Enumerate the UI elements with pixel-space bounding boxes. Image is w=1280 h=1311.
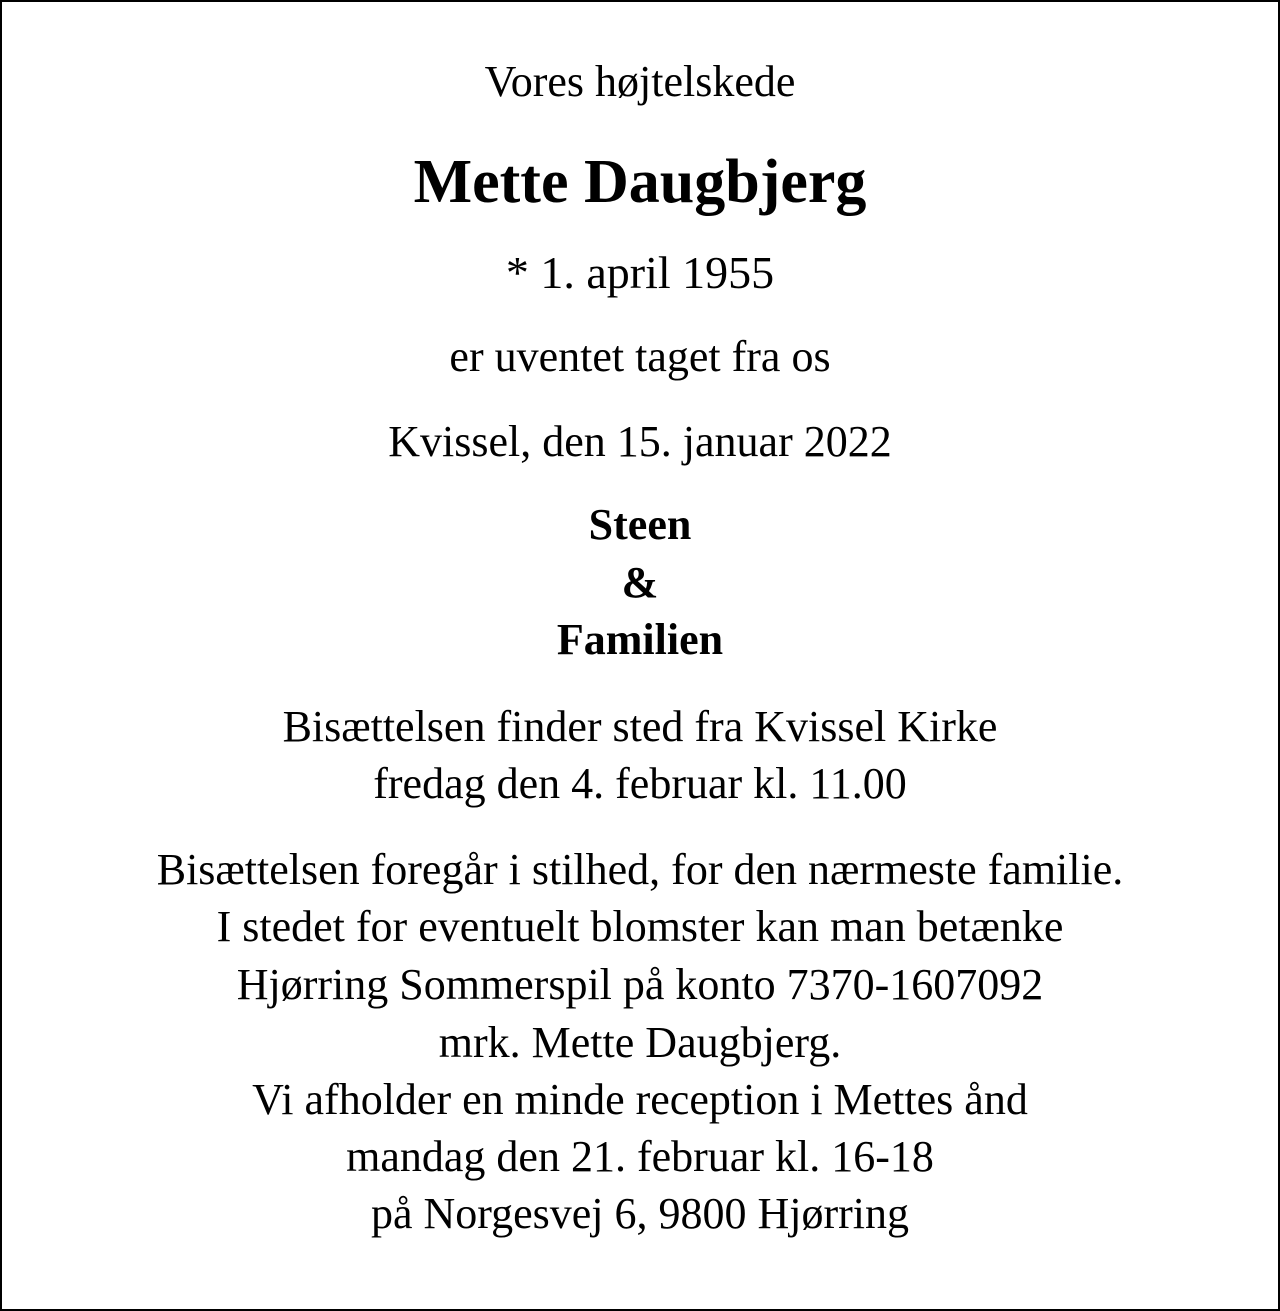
note-line: på Norgesvej 6, 9800 Hjørring — [370, 1189, 910, 1238]
place-date: Kvissel, den 15. januar 2022 — [388, 417, 892, 466]
note-line: mrk. Mette Daugbjerg. — [438, 1018, 842, 1067]
passed-text: er uventet taget fra os — [449, 332, 831, 381]
funeral-line: Bisættelsen finder sted fra Kvissel Kirke — [282, 702, 998, 751]
signatory: Steen — [588, 500, 692, 549]
funeral-line: fredag den 4. februar kl. 11.00 — [373, 759, 907, 808]
birth-date: * 1. april 1955 — [505, 247, 775, 298]
note-line: I stedet for eventuelt blomster kan man betænke — [216, 902, 1064, 951]
deceased-name: Mette Daugbjerg — [413, 148, 867, 216]
signatory: & — [621, 558, 659, 607]
note-line: Hjørring Sommerspil på konto 7370-1607092 — [236, 960, 1044, 1009]
note-line: Vi afholder en minde reception i Mettes ånd — [252, 1075, 1028, 1124]
intro-text: Vores højtelskede — [484, 57, 796, 106]
note-line: mandag den 21. februar kl. 16-18 — [346, 1132, 934, 1181]
note-line: Bisættelsen foregår i stilhed, for den nærmeste familie. — [156, 845, 1124, 894]
signatory: Familien — [556, 615, 724, 664]
